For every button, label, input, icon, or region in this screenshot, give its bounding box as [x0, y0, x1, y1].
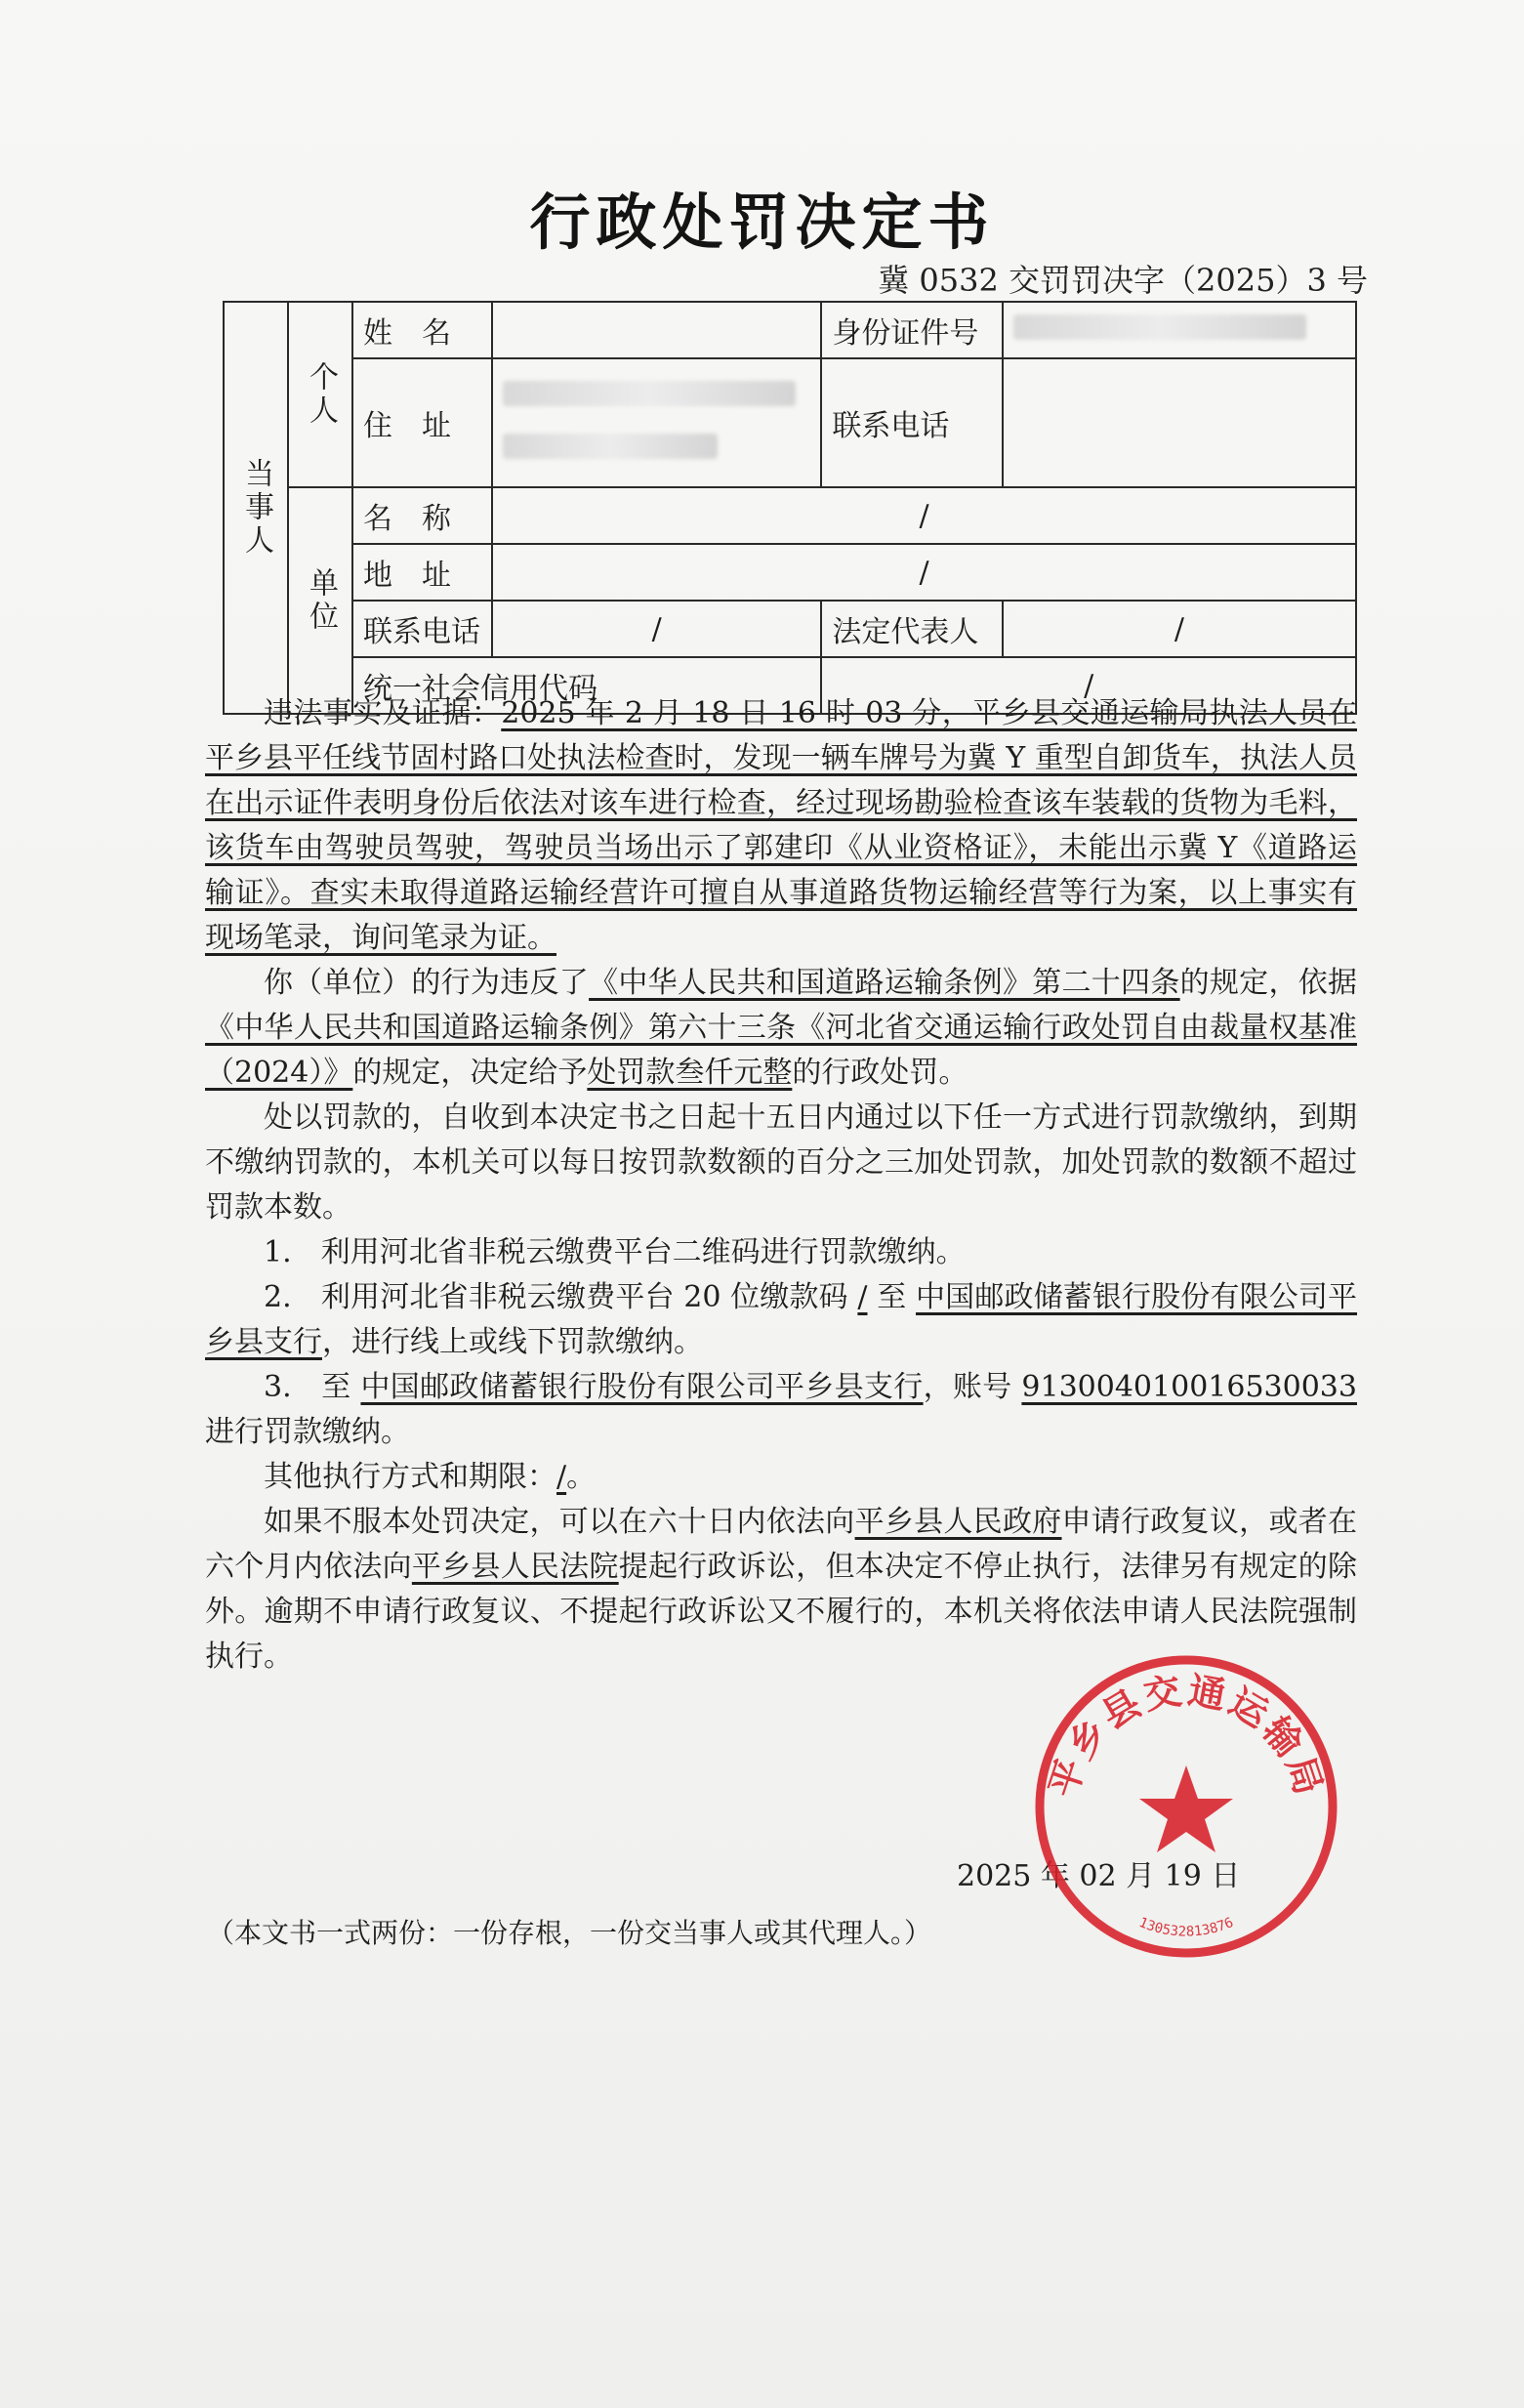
org-address-value: / [492, 544, 1356, 601]
org-address-label: 地址 [352, 544, 492, 601]
violation-law: 《中华人民共和国道路运输条例》第二十四条 [589, 966, 1180, 1000]
method2-bank: 中国邮政储蓄银行股份有限公司平乡县支行 [205, 1280, 1358, 1359]
document-title: 行政处罚决定书 [529, 187, 995, 258]
facts-text: 2025 年 2 月 18 日 16 时 03 分，平乡县交通运输局执法人员在平乡县平任线节固村路口处执法检查时，发现一辆车牌号为冀 Y 重型自卸货车，执法人员在出示证件表明身份后依法对该车进行检查，经过现场勘验检查该车装载的货物为毛料，该货车由驾驶员驾驶，驾驶员当场出示了郭建印《从业资格证》，未能出示冀 Y《道路运输证》。查实未取得道路运输经营许可擅自从事道路货物运输经营等行为案，以上事实有现场笔录，询问笔录为证。 [205, 696, 1357, 955]
issue-date: 2025 年 02 月 19 日 [957, 1859, 1241, 1893]
id-label: 身份证件号 [821, 302, 1003, 358]
method3-text-a: 3. 至 [264, 1370, 351, 1404]
address-value [492, 358, 821, 487]
violation-text-1: 你（单位）的行为违反了 [264, 966, 590, 1000]
decision-text-1: 的规定，决定给予 [352, 1056, 588, 1090]
violation-paragraph [205, 961, 1357, 1096]
violation-text-2: 的规定，依据 [1179, 966, 1358, 1000]
document-number: 冀 0532 交罚罚决字（2025）3 号 [878, 262, 1368, 299]
method3-account: 913004010016530033 [1021, 1370, 1357, 1404]
phone-value [1003, 358, 1356, 487]
address-label: 住址 [352, 358, 492, 487]
unit-label: 单位 [288, 487, 352, 714]
party-label: 当事人 [224, 302, 288, 714]
decision-body [205, 691, 1357, 1680]
legal-rep-value: / [1003, 601, 1356, 657]
method3-text-c: 进行罚款缴纳。 [205, 1415, 410, 1449]
org-name-value: / [492, 487, 1356, 544]
seal-text: 平乡县交通运输局 [1040, 1667, 1333, 1803]
other-text-a: 其他执行方式和期限： [264, 1460, 556, 1494]
credit-code-label: 统一社会信用代码 [352, 657, 821, 714]
party-info-table [223, 301, 1357, 715]
org-name-label: 名称 [352, 487, 492, 544]
other-text-b: 。 [566, 1460, 597, 1494]
payment-method-2 [205, 1275, 1357, 1365]
appeal-text-1: 如果不服本处罚决定，可以在六十日内依法向 [264, 1505, 855, 1539]
seal-number: 130532813876 [1136, 1914, 1236, 1940]
legal-rep-label: 法定代表人 [821, 601, 1003, 657]
phone-label: 联系电话 [821, 358, 1003, 487]
seal-star-icon [1139, 1765, 1233, 1852]
facts-paragraph [205, 691, 1357, 961]
org-phone-value: / [492, 601, 821, 657]
method2-code: / [857, 1280, 868, 1314]
appeal-text-2: 申请行政复议，或者在六个月内依法向 [205, 1505, 1358, 1584]
credit-code-value: / [821, 657, 1356, 714]
method3-bank: 中国邮政储蓄银行股份有限公司平乡县支行 [360, 1370, 924, 1404]
other-execution [205, 1455, 1357, 1500]
method2-text-c: ，进行线上或线下罚款缴纳。 [322, 1325, 703, 1359]
method2-text-a: 2. 利用河北省非税云缴费平台 20 位缴款码 [264, 1280, 848, 1314]
payment-method-3 [205, 1365, 1357, 1455]
name-value [492, 302, 821, 358]
appeal-government: 平乡县人民政府 [854, 1505, 1062, 1539]
individual-label: 个人 [288, 302, 352, 487]
appeal-text-3: 提起行政诉讼，但本决定不停止执行，法律另有规定的除外。逾期不申请行政复议、不提起行政诉讼又不履行的，本机关将依法申请人民法院强制执行。 [205, 1550, 1358, 1674]
org-phone-label: 联系电话 [352, 601, 492, 657]
method3-text-b: ，账号 [923, 1370, 1012, 1404]
copies-note: （本文书一式两份：一份存根，一份交当事人或其代理人。） [207, 1917, 932, 1949]
penalty-amount: 处罚款叁仟元整 [587, 1056, 793, 1090]
payment-method-1: 1. 利用河北省非税云缴费平台二维码进行罚款缴纳。 [264, 1235, 966, 1269]
name-label: 姓名 [352, 302, 492, 358]
decision-text-2: 的行政处罚。 [792, 1056, 968, 1090]
method2-text-b: 至 [877, 1280, 907, 1314]
facts-label: 违法事实及证据： [264, 696, 502, 730]
other-value: / [556, 1460, 567, 1494]
payment-intro: 处以罚款的，自收到本决定书之日起十五日内通过以下任一方式进行罚款缴纳，到期不缴纳罚款的，本机关可以每日按罚款数额的百分之三加处罚款，加处罚款的数额不超过罚款本数。 [205, 1100, 1357, 1225]
appeal-court: 平乡县人民法院 [411, 1550, 619, 1584]
id-value [1003, 302, 1356, 358]
penalty-basis: 《中华人民共和国道路运输条例》第六十三条《河北省交通运输行政处罚自由裁量权基准（2024）》 [205, 1011, 1357, 1090]
official-seal [1030, 1650, 1342, 1963]
